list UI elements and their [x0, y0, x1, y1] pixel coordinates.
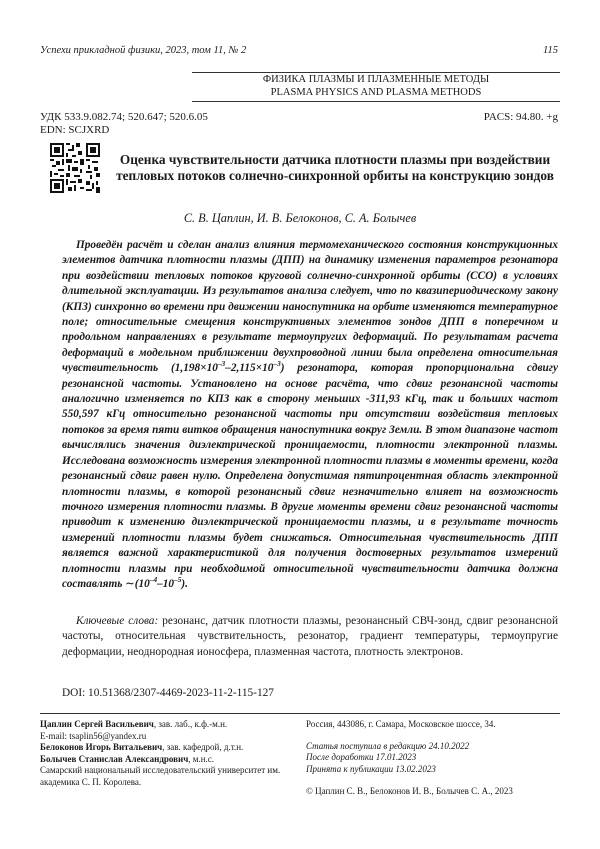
- institution-address: Россия, 443086, г. Самара, Московское шоссе, 34.: [306, 719, 496, 729]
- revised-date: После доработки 17.01.2023: [306, 752, 417, 763]
- edn-code: EDN: SCJXRD: [40, 124, 110, 136]
- received-date: Статья поступила в редакцию 24.10.2022: [306, 740, 470, 751]
- author-footnotes: [40, 719, 285, 789]
- author-3-role: , м.н.с.: [188, 753, 215, 764]
- abstract-exponent-1: –3: [217, 359, 226, 369]
- article-dates: [306, 719, 560, 798]
- abstract-text-3: ) резонатора, которая пропорциональна сдвигу резонансной частоты. Установлено на основе расчёта, что сдвиг резонансной частоты аналогично изменяется по КПЗ как в сторону меньших -311,93 кГц, так и больших частот 550,597 кГц относительно резонансной частоты при отсутствии воздействия тепловых потоков за время пяти витков обращения наноспутника вокруг Земли. В этом диапазоне частот вычислялись значения диэлектрической проницаемости, плотности электронной плазмы. Исследована возможность измерения электронной плотности плазмы в моменты времени, когда резонансный сдвиг равен нулю. Определена допустимая пятипроцентная область электронной плотности плазмы, в которой резонансный сдвиг незначительно влияет на возможность точного измерения плотности плазмы. В другие моменты времени сдвиг резонансной частоты приводит к изменению диэлектрической проницаемости плазмы, и в результате точность измерений плотности плазмы будет снижаться. Относительная чувствительность ДПП является важной характеристикой для получения достоверных результатов измерений плотности плазмы при необходимой относительной чувствительности датчика должна составлять ∼(10: [62, 362, 558, 590]
- abstract-text-2: –2,115×10: [225, 362, 274, 375]
- article-title: Оценка чувствительности датчика плотности плазмы при воздействии тепловых потоков солнечно-синхронной орбиты на конструкцию зондов: [116, 152, 554, 184]
- author-1-name: Цаплин Сергей Васильевич: [40, 719, 154, 729]
- author-3-name: Болычев Станислав Александрович: [40, 753, 189, 764]
- page-number: 115: [543, 45, 558, 56]
- author-1-line: [40, 719, 285, 731]
- keywords: [62, 614, 558, 660]
- section-title-en: PLASMA PHYSICS AND PLASMA METHODS: [270, 86, 482, 98]
- abstract-text-1: Проведён расчёт и сделан анализ влияния термомеханического состояния конструкционных элементов датчика плотности плазмы (ДПП) на динамику изменения параметров резонатора при воздействии тепловых потоков круговой солнечно-синхронной орбиты (ССО) в условиях длительной эксплуатации. Из результатов анализа следует, что по квазипериодическому закону (КПЗ) синхронно во времени при движении наноспутника на орбите изменяются температурное поле; относительные смещения конструктивных элементов зондов ДПП в поперечном и продольном направлениях в результате термоупругих деформаций. По результатам расчета деформаций в модельном приближении двухпроводной линии была определена относительная чувствительность (1,198×10: [62, 239, 558, 375]
- section-top-rule: [192, 72, 560, 73]
- section-bottom-rule: [192, 101, 560, 102]
- abstract-text-5: ).: [181, 577, 188, 590]
- institution: Самарский национальный исследовательский университет им. академика С. П. Королева.: [40, 765, 281, 787]
- abstract-text-4: –10: [157, 577, 175, 590]
- journal-name: Успехи прикладной физики, 2023, том 11, № 2: [40, 45, 247, 56]
- section-heading: [192, 74, 560, 99]
- keywords-label: Ключевые слова:: [76, 615, 159, 627]
- author-email[interactable]: E-mail: tsaplin56@yandex.ru: [40, 730, 147, 741]
- copyright: © Цаплин С. В., Белоконов И. В., Болычев С. А., 2023: [306, 786, 513, 797]
- article-authors: С. В. Цаплин, И. В. Белоконов, С. А. Болычев: [183, 211, 417, 225]
- footnote-rule: [40, 713, 560, 714]
- abstract-exponent-3: –4: [149, 575, 158, 585]
- keywords-list: резонанс, датчик плотности плазмы, резонансный СВЧ-зонд, сдвиг резонансной частоты, относительная чувствительность, резонатор, градиент температуры, термоупругие деформации, неоднородная ионосфера, плазменная частота, плотность электронов.: [62, 615, 558, 658]
- abstract-exponent-2: –3: [273, 359, 281, 369]
- author-3-line: [40, 754, 285, 766]
- accepted-date: Принята к публикации 13.02.2023: [306, 763, 436, 774]
- pacs-code: PACS: 94.80. +g: [483, 111, 558, 123]
- classification-codes: [40, 111, 208, 137]
- qr-code-icon[interactable]: [50, 143, 100, 193]
- author-2-role: , зав. кафедрой, д.т.н.: [162, 742, 244, 753]
- author-1-role: , зав. лаб., к.ф.-м.н.: [153, 719, 228, 729]
- abstract-exponent-4: –5: [174, 575, 182, 585]
- author-2-name: Белоконов Игорь Витальевич: [40, 742, 163, 753]
- author-2-line: [40, 742, 285, 754]
- abstract: [62, 238, 558, 592]
- doi-link[interactable]: DOI: 10.51368/2307-4469-2023-11-2-115-127: [62, 687, 274, 699]
- section-title-ru: ФИЗИКА ПЛАЗМЫ И ПЛАЗМЕННЫЕ МЕТОДЫ: [262, 74, 490, 85]
- udc-code: УДК 533.9.082.74; 520.647; 520.6.05: [40, 111, 208, 123]
